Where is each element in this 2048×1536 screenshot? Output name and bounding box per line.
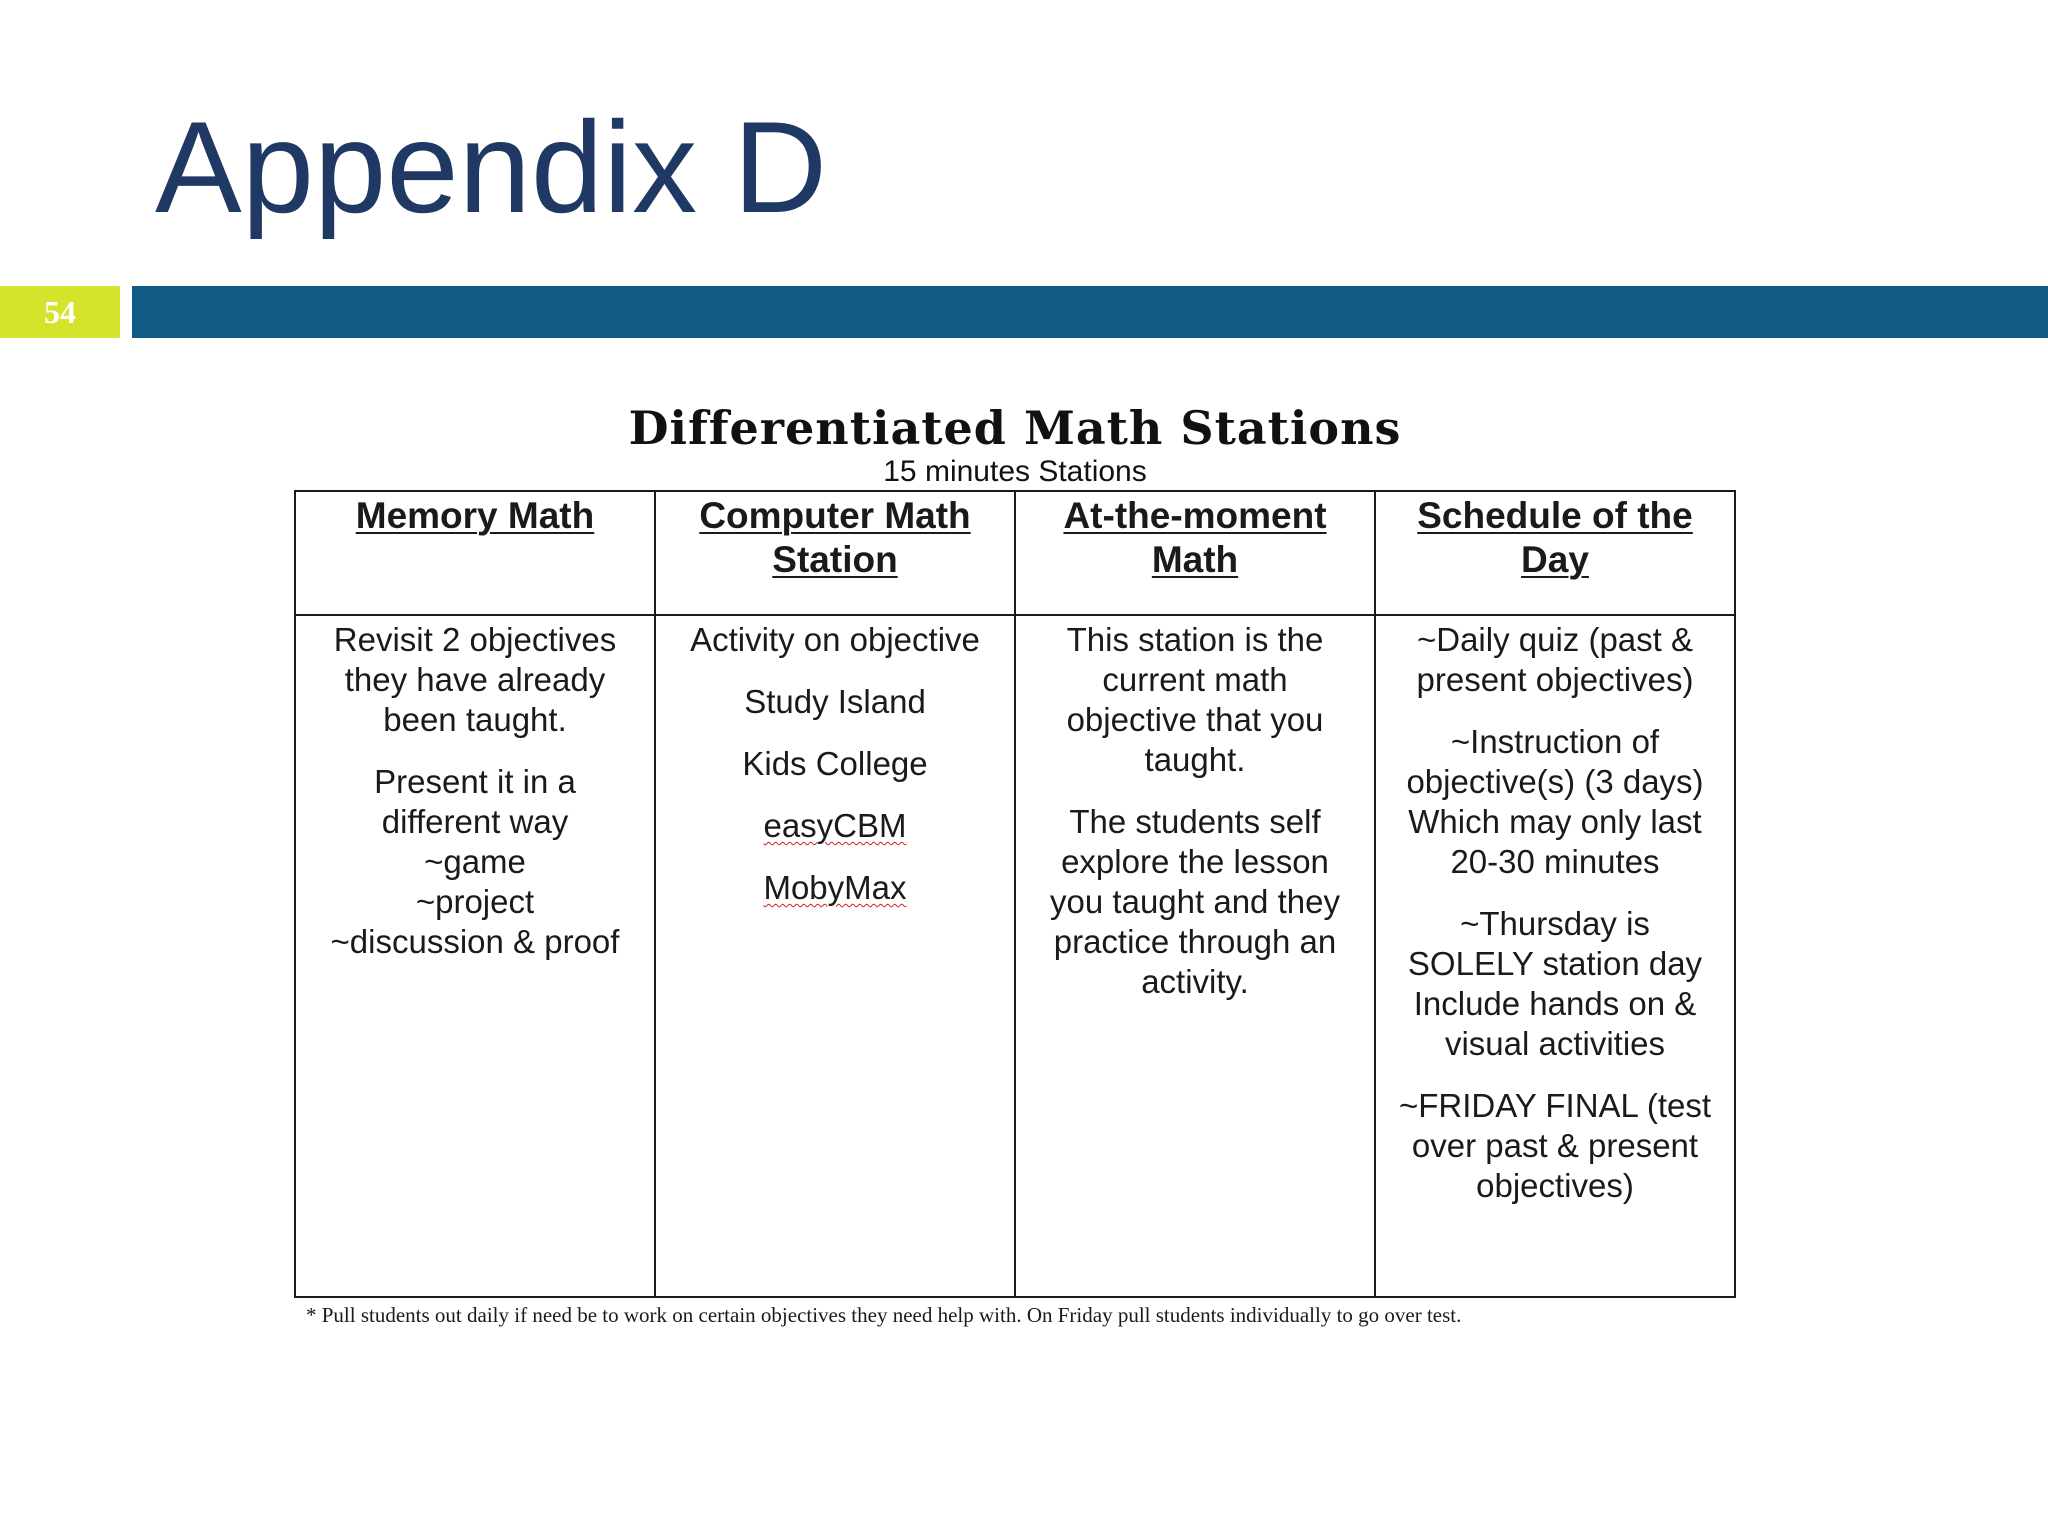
- cell-line: Revisit 2 objectives: [333, 621, 617, 658]
- cell-line: over past & present: [1411, 1127, 1699, 1164]
- cell-line: ~project: [415, 883, 535, 920]
- cell-line: objective(s) (3 days): [1406, 763, 1704, 800]
- header-line: Schedule of the: [1417, 495, 1693, 536]
- document-subtitle: 15 minutes Stations: [883, 455, 1147, 488]
- cell-gap: [1382, 700, 1728, 722]
- cell-line: ~Thursday is: [1460, 905, 1650, 942]
- cell-line: you taught and they: [1050, 883, 1340, 920]
- document-footnote: * Pull students out daily if need be to work on certain objectives they need help with. On Friday pull students individually to go over test.: [306, 1303, 1462, 1327]
- page-number-badge: 54: [0, 286, 120, 338]
- program-name: easyCBM: [763, 807, 907, 844]
- cell-line: ~Daily quiz (past &: [1416, 621, 1694, 658]
- header-line: Station: [772, 539, 898, 580]
- cell-line: The students self: [1069, 803, 1321, 840]
- cell-line: ~FRIDAY FINAL (test: [1398, 1087, 1712, 1124]
- cell-line: activity.: [1141, 963, 1249, 1000]
- document-title: Differentiated Math Stations: [628, 401, 1402, 455]
- table-header-row: [295, 491, 1735, 615]
- cell-line: ~discussion & proof: [330, 923, 620, 960]
- header-line: At-the-moment: [1063, 495, 1327, 536]
- embedded-document: [290, 398, 1740, 1348]
- cell-line: ~Instruction of: [1450, 723, 1660, 760]
- header-computer-math-station: [655, 491, 1015, 615]
- cell-line: current math: [1102, 661, 1288, 698]
- header-schedule-of-the-day: [1375, 491, 1735, 615]
- cell-line: Present it in a: [374, 763, 576, 800]
- cell-line: Study Island: [744, 683, 926, 720]
- cell-line: [662, 868, 1008, 908]
- memory-math-cell: [295, 615, 655, 1297]
- header-line: Computer Math: [699, 495, 971, 536]
- cell-gap: [1382, 882, 1728, 904]
- cell-line: visual activities: [1444, 1025, 1666, 1062]
- header-rule-bar: [132, 286, 2048, 338]
- schedule-of-the-day-cell: [1375, 615, 1735, 1297]
- cell-line: been taught.: [383, 701, 567, 738]
- cell-line: Kids College: [742, 745, 928, 782]
- cell-gap: [1022, 780, 1368, 802]
- cell-gap: [662, 846, 1008, 868]
- cell-gap: [302, 740, 648, 762]
- cell-line: Which may only last: [1408, 803, 1702, 840]
- cell-line: objectives): [1476, 1167, 1634, 1204]
- at-the-moment-math-cell: [1015, 615, 1375, 1297]
- table-body-row: [295, 615, 1735, 1297]
- cell-line: Include hands on &: [1413, 985, 1697, 1022]
- cell-line: explore the lesson: [1061, 843, 1329, 880]
- cell-line: different way: [381, 803, 569, 840]
- stations-table: [294, 490, 1736, 1298]
- header-line: Math: [1151, 539, 1239, 580]
- header-memory-math: [295, 491, 655, 615]
- cell-gap: [662, 660, 1008, 682]
- header-line: Day: [1521, 539, 1589, 580]
- cell-gap: [1382, 1064, 1728, 1086]
- slide-title: Appendix D: [155, 94, 828, 240]
- header-line: Memory Math: [355, 495, 595, 536]
- cell-line: [662, 806, 1008, 846]
- cell-line: This station is the: [1066, 621, 1324, 658]
- computer-math-cell: [655, 615, 1015, 1297]
- cell-line: objective that you: [1066, 701, 1324, 738]
- program-name: MobyMax: [763, 869, 907, 906]
- header-at-the-moment-math: [1015, 491, 1375, 615]
- cell-gap: [662, 784, 1008, 806]
- cell-line: they have already: [344, 661, 606, 698]
- cell-line: practice through an: [1053, 923, 1337, 960]
- cell-line: SOLELY station day: [1407, 945, 1703, 982]
- cell-line: ~game: [424, 843, 526, 880]
- cell-line: Activity on objective: [690, 621, 980, 658]
- cell-line: 20-30 minutes: [1450, 843, 1660, 880]
- cell-gap: [662, 722, 1008, 744]
- cell-line: present objectives): [1416, 661, 1694, 698]
- cell-line: taught.: [1144, 741, 1246, 778]
